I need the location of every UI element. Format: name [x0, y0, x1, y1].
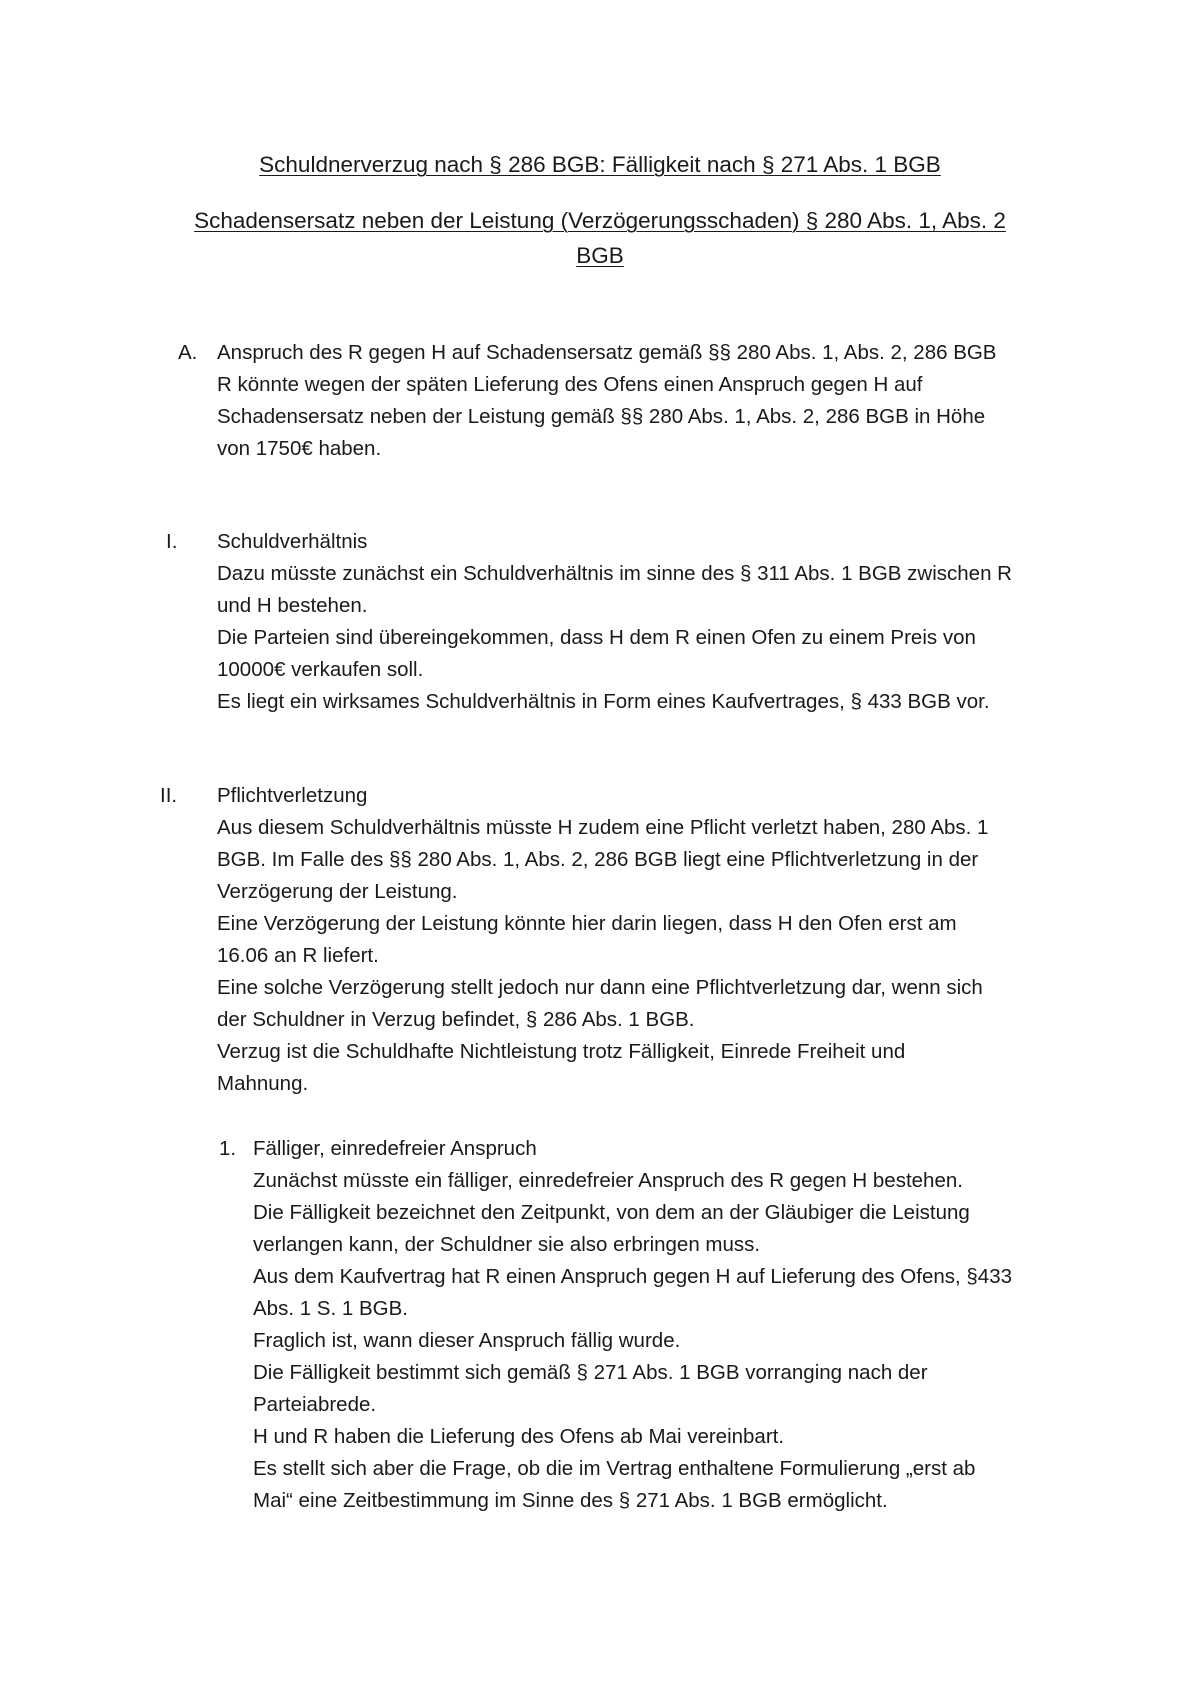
- paragraph-line: Schadensersatz neben der Leistung gemäß §§ 280 Abs. 1, Abs. 2, 286 BGB in Höhe: [217, 405, 986, 428]
- section-marker: II.: [160, 784, 178, 807]
- paragraph-line: Verzögerung der Leistung.: [217, 880, 458, 903]
- paragraph-line: Es stellt sich aber die Frage, ob die im Vertrag enthaltene Formulierung „erst ab: [253, 1457, 976, 1480]
- subsection-body: [253, 1133, 1083, 1517]
- paragraph-line: Verzug ist die Schuldhafte Nichtleistung trotz Fälligkeit, Einrede Freiheit und: [217, 1040, 906, 1063]
- document-title: Schuldnerverzug nach § 286 BGB: Fälligkeit nach § 271 Abs. 1 BGB: [259, 152, 941, 177]
- paragraph-line: Mahnung.: [217, 1072, 309, 1095]
- paragraph-line: H und R haben die Lieferung des Ofens ab Mai vereinbart.: [253, 1425, 785, 1448]
- paragraph-line: Dazu müsste zunächst ein Schuldverhältnis im sinne des § 311 Abs. 1 BGB zwischen R: [217, 562, 1012, 585]
- paragraph-line: Eine solche Verzögerung stellt jedoch nur dann eine Pflichtverletzung dar, wenn sich: [217, 976, 983, 999]
- subsection-marker: 1.: [219, 1137, 237, 1160]
- section-body: [217, 526, 1077, 718]
- paragraph-line: verlangen kann, der Schuldner sie also erbringen muss.: [253, 1233, 761, 1256]
- paragraph-line: Die Fälligkeit bezeichnet den Zeitpunkt, von dem an der Gläubiger die Leistung: [253, 1201, 970, 1224]
- paragraph-line: 16.06 an R liefert.: [217, 944, 379, 967]
- document-subtitle: [120, 203, 1080, 273]
- section-body: [217, 337, 1077, 465]
- paragraph-line: Fraglich ist, wann dieser Anspruch fällig wurde.: [253, 1329, 681, 1352]
- paragraph-line: 10000€ verkaufen soll.: [217, 658, 424, 681]
- section-body: [217, 780, 1077, 1100]
- subtitle-line-2: BGB: [576, 243, 624, 268]
- subsection-heading: Fälliger, einredefreier Anspruch: [253, 1137, 537, 1160]
- paragraph-line: R könnte wegen der späten Lieferung des Ofens einen Anspruch gegen H auf: [217, 373, 923, 396]
- section-heading: Pflichtverletzung: [217, 784, 368, 807]
- paragraph-line: von 1750€ haben.: [217, 437, 382, 460]
- paragraph-line: Die Fälligkeit bestimmt sich gemäß § 271 Abs. 1 BGB vorranging nach der: [253, 1361, 928, 1384]
- paragraph-line: Es liegt ein wirksames Schuldverhältnis in Form eines Kaufvertrages, § 433 BGB vor.: [217, 690, 990, 713]
- paragraph-line: Zunächst müsste ein fälliger, einredefreier Anspruch des R gegen H bestehen.: [253, 1169, 963, 1192]
- paragraph-line: der Schuldner in Verzug befindet, § 286 Abs. 1 BGB.: [217, 1008, 695, 1031]
- paragraph-line: Aus diesem Schuldverhältnis müsste H zudem eine Pflicht verletzt haben, 280 Abs. 1: [217, 816, 989, 839]
- paragraph-line: Die Parteien sind übereingekommen, dass H dem R einen Ofen zu einem Preis von: [217, 626, 976, 649]
- subtitle-line-1: Schadensersatz neben der Leistung (Verzögerungsschaden) § 280 Abs. 1, Abs. 2: [194, 208, 1006, 233]
- section-heading: Schuldverhältnis: [217, 530, 368, 553]
- paragraph-line: Mai“ eine Zeitbestimmung im Sinne des § 271 Abs. 1 BGB ermöglicht.: [253, 1489, 888, 1512]
- section-marker: A.: [178, 341, 198, 364]
- paragraph-line: Aus dem Kaufvertrag hat R einen Anspruch gegen H auf Lieferung des Ofens, §433: [253, 1265, 1012, 1288]
- paragraph-line: Abs. 1 S. 1 BGB.: [253, 1297, 408, 1320]
- paragraph-line: Eine Verzögerung der Leistung könnte hier darin liegen, dass H den Ofen erst am: [217, 912, 957, 935]
- section-marker: I.: [166, 530, 178, 553]
- paragraph-line: BGB. Im Falle des §§ 280 Abs. 1, Abs. 2, 286 BGB liegt eine Pflichtverletzung in der: [217, 848, 979, 871]
- section-heading: Anspruch des R gegen H auf Schadensersatz gemäß §§ 280 Abs. 1, Abs. 2, 286 BGB: [217, 341, 997, 364]
- paragraph-line: und H bestehen.: [217, 594, 368, 617]
- paragraph-line: Parteiabrede.: [253, 1393, 377, 1416]
